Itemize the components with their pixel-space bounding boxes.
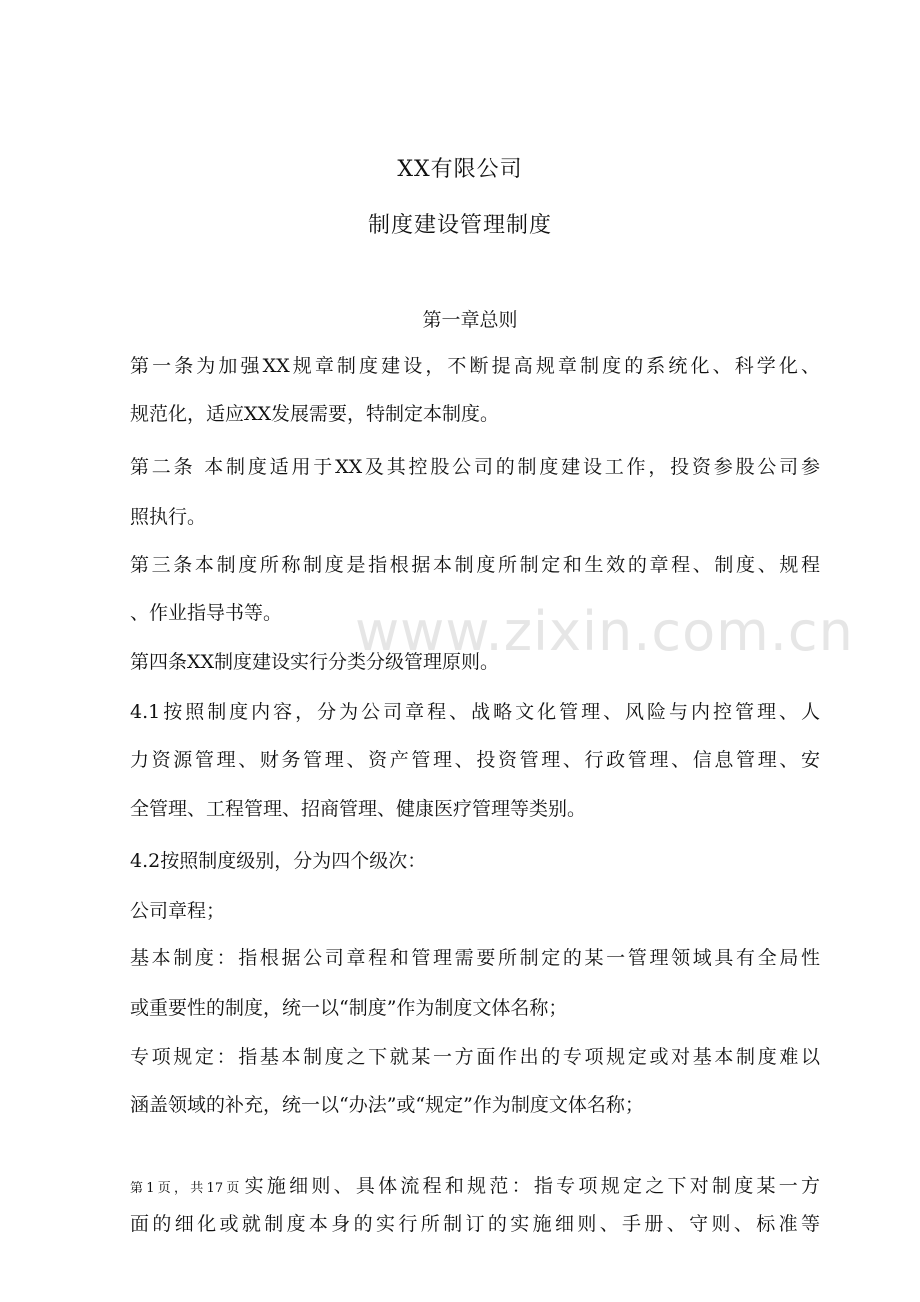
body-line: 力资源管理、财务管理、资产管理、投资管理、行政管理、信息管理、安 bbox=[130, 749, 820, 771]
body-line: 4.1按照制度内容，分为公司章程、战略文化管理、风险与内控管理、人 bbox=[130, 701, 820, 723]
body-line: 全管理、工程管理、招商管理、健康医疗管理等类别。 bbox=[130, 798, 587, 820]
body-line: 第四条XX制度建设实行分类分级管理原则。 bbox=[130, 651, 500, 673]
body-line: 第三条本制度所称制度是指根据本制度所制定和生效的章程、制度、规程 bbox=[130, 554, 820, 576]
body-line: 专项规定：指基本制度之下就某一方面作出的专项规定或对基本制度难以 bbox=[130, 1046, 820, 1068]
watermark: www.zixin.com.cn bbox=[355, 600, 854, 663]
body-line: 或重要性的制度，统一以“制度”作为制度文体名称； bbox=[130, 997, 568, 1019]
body-line: 规范化，适应XX发展需要，特制定本制度。 bbox=[130, 403, 500, 425]
page-indicator: 第1页，共17页 bbox=[130, 1181, 243, 1196]
chapter-heading: 第一章总则 bbox=[422, 309, 518, 331]
body-line: 面的细化或就制度本身的实行所制订的实施细则、手册、守则、标准等 bbox=[130, 1213, 820, 1235]
body-line-text: 实施细则、具体流程和规范：指专项规定之下对制度某一方 bbox=[244, 1175, 820, 1197]
body-line: 涵盖领域的补充，统一以“办法”或“规定”作为制度文体名称； bbox=[130, 1094, 644, 1116]
body-line: 4.2按照制度级别，分为四个级次： bbox=[130, 850, 427, 872]
body-line: 照执行。 bbox=[130, 506, 207, 528]
body-line: 、作业指导书等。 bbox=[130, 602, 283, 624]
document-title: 制度建设管理制度 bbox=[367, 213, 552, 238]
company-title: XX有限公司 bbox=[397, 157, 523, 182]
body-line: 公司章程； bbox=[130, 900, 226, 922]
body-line: 基本制度：指根据公司章程和管理需要所制定的某一管理领域具有全局性 bbox=[130, 947, 820, 969]
body-line: 第一条为加强XX规章制度建设，不断提高规章制度的系统化、科学化、 bbox=[130, 355, 820, 377]
body-line: 第二条 本制度适用于XX及其控股公司的制度建设工作，投资参股公司参 bbox=[130, 456, 820, 478]
body-line-with-footer bbox=[130, 1174, 820, 1201]
